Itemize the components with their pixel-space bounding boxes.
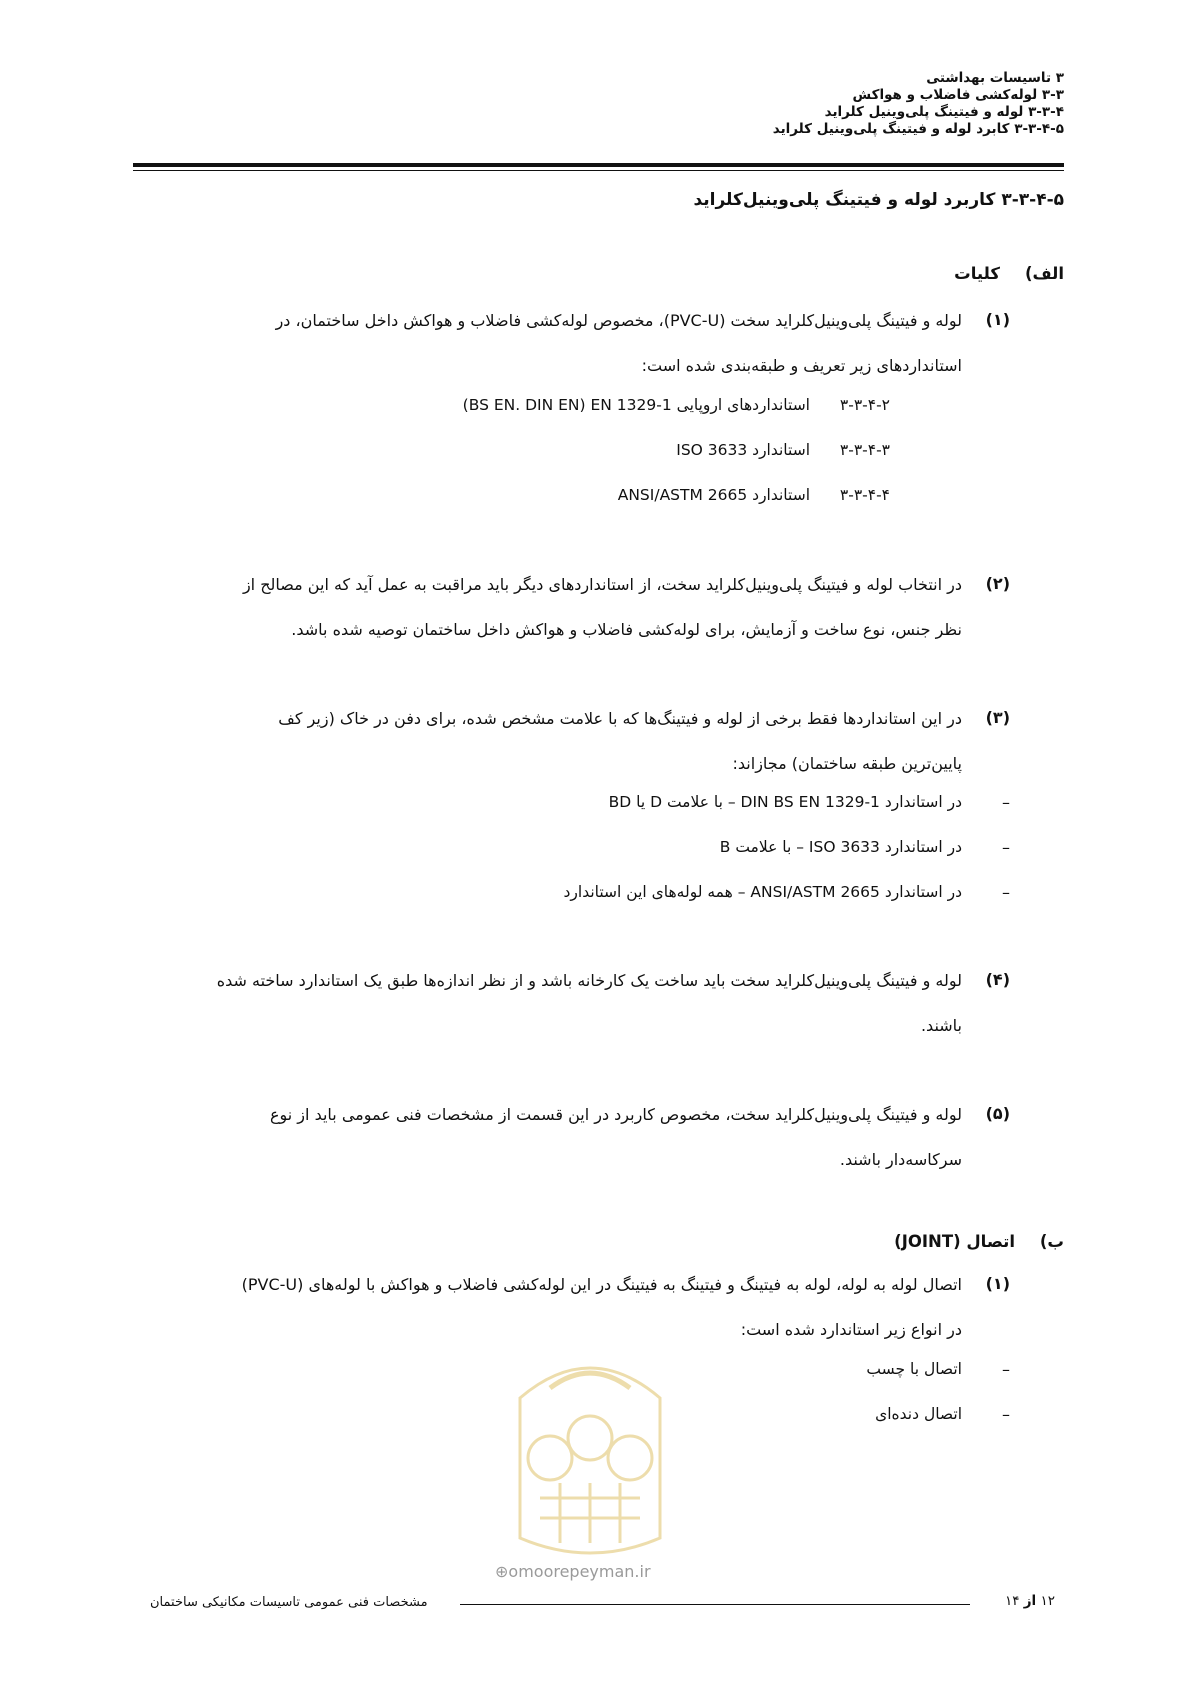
ref-code-1: ۳-۳-۴-۲	[839, 396, 890, 414]
page-current: ۱۲	[1040, 1593, 1055, 1609]
paragraph-a2-line-1: در انتخاب لوله و فیتینگ پلی‌وینیل‌کلراید سخت، از استانداردهای دیگر باید مراقبت به عمل آید که این مصالح از	[242, 575, 962, 594]
b1-list-item-2: اتصال دنده‌ای	[875, 1405, 962, 1423]
page-total: ۱۴	[1004, 1593, 1020, 1609]
watermark-globe-icon: ⊕	[495, 1562, 509, 1581]
footer-doc-title: مشخصات فنی عمومی تاسیسات مکانیکی ساختمان	[150, 1595, 428, 1610]
header-rule-thick	[133, 163, 1064, 167]
paragraph-a2	[140, 562, 962, 652]
watermark-text	[495, 1562, 651, 1581]
b1-list-item-1: اتصال با چسب	[866, 1360, 962, 1378]
footer-rule	[460, 1604, 970, 1605]
item-number-a4: (۴)	[985, 970, 1010, 989]
page-of: از	[1023, 1593, 1037, 1609]
paragraph-b1-line-1: اتصال لوله به لوله، لوله به فیتینگ و فیتینگ به فیتینگ در این لوله‌کشی فاضلاب و هواکش با لوله‌های (PVC-U)	[241, 1275, 962, 1294]
bullet-dash: –	[1002, 883, 1010, 902]
paragraph-a3-line-2: پایین‌ترین طبقه ساختمان) مجازاند:	[732, 754, 962, 773]
paragraph-a1	[140, 298, 962, 388]
header-rule-thin	[133, 170, 1064, 171]
page-number	[1005, 1593, 1055, 1609]
paragraph-a3-line-1: در این استانداردها فقط برخی از لوله و فیتینگ‌ها که با علامت مشخص شده، برای دفن در خاک (زیر کف	[278, 709, 962, 728]
paragraph-a4-line-1: لوله و فیتینگ پلی‌وینیل‌کلراید سخت باید ساخت یک کارخانه باشد و از نظر اندازه‌ها طبق یک استاندارد ساخته شده	[216, 971, 962, 990]
ref-text-2: استاندارد ISO 3633	[676, 441, 810, 459]
a3-list-item-1: در استاندارد DIN BS EN 1329-1 – با علامت D یا BD	[608, 793, 962, 811]
ref-text-1: استانداردهای اروپایی BS EN. DIN EN) EN 1329-1)	[462, 396, 810, 414]
paragraph-b1-line-2: در انواع زیر استاندارد شده است:	[740, 1320, 962, 1339]
paragraph-a4-line-2: باشند.	[920, 1016, 962, 1035]
header-line-3: ۳-۳-۴ لوله و فیتینگ پلی‌وینیل کلراید	[824, 104, 1064, 120]
item-number-b1: (۱)	[985, 1274, 1010, 1293]
bullet-dash: –	[1002, 793, 1010, 812]
paragraph-a2-line-2: نظر جنس، نوع ساخت و آزمایش، برای لوله‌کشی فاضلاب و هواکش داخل ساختمان توصیه شده باشد.	[291, 620, 962, 639]
section-a-letter: الف)	[1024, 264, 1064, 283]
paragraph-a3	[140, 696, 962, 786]
a3-list-item-2: در استاندارد ISO 3633 – با علامت B	[719, 838, 962, 856]
paragraph-a4	[140, 958, 962, 1048]
item-number-a3: (۳)	[985, 708, 1010, 727]
a3-list-item-3: در استاندارد ANSI/ASTM 2665 – همه لوله‌های این استاندارد	[563, 883, 962, 901]
bullet-dash: –	[1002, 1360, 1010, 1379]
paragraph-a1-line-1: لوله و فیتینگ پلی‌وینیل‌کلراید سخت (PVC-U)، مخصوص لوله‌کشی فاضلاب و هواکش داخل ساختمان، در	[275, 311, 962, 330]
paragraph-a5	[140, 1092, 962, 1182]
ref-code-2: ۳-۳-۴-۳	[839, 441, 890, 459]
bullet-dash: –	[1002, 1405, 1010, 1424]
running-header	[773, 70, 1064, 138]
ref-text-3: استاندارد ANSI/ASTM 2665	[617, 486, 810, 504]
paragraph-a5-line-1: لوله و فیتینگ پلی‌وینیل‌کلراید سخت، مخصوص کاربرد در این قسمت از مشخصات فنی عمومی باید از نوع	[269, 1105, 962, 1124]
item-number-a2: (۲)	[985, 574, 1010, 593]
section-a-title: کلیات	[954, 264, 1000, 283]
header-line-1: ۳ تاسیسات بهداشتی	[926, 70, 1064, 86]
paragraph-b1	[140, 1262, 962, 1352]
page-title: ۳-۳-۴-۵ کاربرد لوله و فیتینگ پلی‌وینیل‌کلراید	[693, 190, 1064, 210]
item-number-a1: (۱)	[985, 310, 1010, 329]
header-line-4: ۳-۳-۴-۵ کابرد لوله و فیتینگ پلی‌وینیل کلراید	[772, 121, 1064, 137]
bullet-dash: –	[1002, 838, 1010, 857]
watermark-seal-icon	[490, 1338, 690, 1568]
paragraph-a1-line-2: استانداردهای زیر تعریف و طبقه‌بندی شده است:	[641, 356, 962, 375]
paragraph-a5-line-2: سرکاسه‌دار باشند.	[839, 1150, 962, 1169]
header-line-2: ۳-۳ لوله‌کشی فاضلاب و هواکش	[852, 87, 1064, 103]
ref-code-3: ۳-۳-۴-۴	[839, 486, 890, 504]
section-b-title: اتصال (JOINT)	[894, 1232, 1015, 1251]
watermark-url: omoorepeyman.ir	[508, 1562, 651, 1581]
item-number-a5: (۵)	[985, 1104, 1010, 1123]
section-b-letter: ب)	[1039, 1232, 1064, 1251]
